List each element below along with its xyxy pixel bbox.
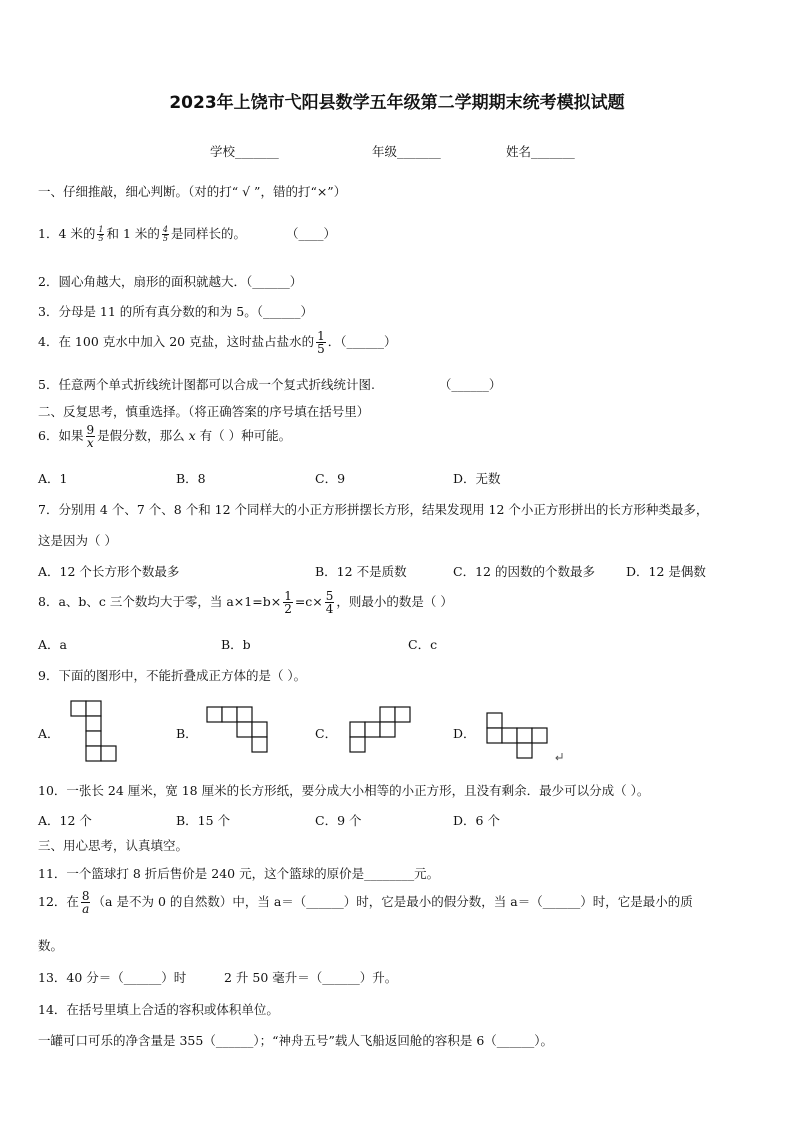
q8-option-a[interactable]: A．a (38, 637, 67, 652)
q8-text-a: 8．a、b、c 三个数均大于零，当 a×1=b× (38, 594, 282, 609)
q12-fraction: $\frac{8}{a}$ (81, 889, 90, 916)
q6-option-b[interactable]: B．8 (176, 471, 206, 486)
q6-option-a[interactable]: A．1 (38, 471, 68, 486)
page-title: 2023年上饶市弋阳县数学五年级第二学期期末统考模拟试题 (169, 93, 625, 113)
q7-option-b[interactable]: B．12 不是质数 (315, 564, 407, 579)
q12-text-b: （a 是不为 0 的自然数）中，当 a＝（______）时，它是最小的假分数，当 a＝（______）时，它是最小的质 (92, 894, 693, 909)
q8-fraction-2: $\frac{5}{4}$ (325, 589, 334, 616)
q6-option-c[interactable]: C．9 (315, 471, 346, 486)
q9-option-c[interactable]: C． (315, 726, 338, 741)
q6-text-b: 是假分数，那么 (97, 428, 185, 443)
question-3: 3．分母是 11 的所有真分数的和为 5。（______） (38, 304, 313, 319)
q9-option-d[interactable]: D． (453, 726, 476, 741)
q7-option-c[interactable]: C．12 的因数的个数最多 (453, 564, 595, 579)
question-13-part-b: 2 升 50 毫升＝（______）升。 (224, 970, 398, 985)
name-field[interactable]: 姓名_______ (506, 144, 575, 159)
question-13-part-a: 13．40 分＝（______）时 (38, 970, 187, 985)
section-heading: 三、用心思考，认真填空。 (38, 838, 189, 853)
q6-variable: x (188, 428, 196, 443)
grade-field[interactable]: 年级_______ (372, 144, 441, 159)
q8-fraction-1: $\frac{1}{2}$ (284, 589, 292, 616)
question-2: 2．圆心角越大，扇形的面积就越大．（______） (38, 274, 303, 289)
question-5 (38, 375, 501, 393)
q5-text: 5．任意两个单式折线统计图都可以合成一个复式折线统计图. (38, 377, 375, 392)
q4-text-a: 4．在 100 克水中加入 20 克盐，这时盐占盐水的 (38, 334, 315, 349)
question-14-line-2: 一罐可口可乐的净含量是 355（______）；“神舟五号”载人飞船返回舱的容积是 6（______）。 (38, 1033, 554, 1048)
q5-answer-blank[interactable]: （______） (438, 377, 502, 392)
q8-text-b: =c× (294, 594, 323, 609)
question-4 (38, 330, 397, 355)
question-1 (38, 224, 336, 243)
q6-text-a: 6．如果 (38, 428, 84, 443)
q1-fraction-2: $\frac{4}{5}$ (162, 225, 168, 243)
q1-text-c: 是同样长的。 (170, 226, 246, 241)
question-7-line-1: 7．分别用 4 个、7 个、8 个和 12 个同样大的小正方形拼摆长方形，结果发现用 12 个小正方形拼出的长方形种类最多， (38, 502, 709, 517)
q6-fraction: $\frac{9}{x}$ (86, 423, 95, 450)
q1-fraction-1: $\frac{1}{5}$ (98, 225, 104, 243)
question-8 (38, 590, 453, 615)
q1-text-a: 1．4 米的 (38, 226, 96, 241)
q12-text-a: 12．在 (38, 894, 79, 909)
question-11: 11．一个篮球打 8 折后售价是 240 元，这个篮球的原价是________元。 (38, 866, 440, 881)
q10-option-a[interactable]: A．12 个 (38, 813, 92, 828)
question-14: 14．在括号里填上合适的容积或体积单位。 (38, 1002, 279, 1017)
cube-net-d (486, 712, 550, 760)
q4-fraction: $\frac{1}{5}$ (317, 329, 325, 356)
q6-text-c: 有（ ）种可能。 (199, 428, 292, 443)
return-arrow-icon (554, 752, 564, 762)
q8-text-c: ，则最小的数是（ ） (336, 594, 453, 609)
q4-text-b: ．（______） (327, 334, 397, 349)
question-12 (38, 890, 693, 915)
q9-option-a[interactable]: A． (38, 726, 60, 741)
cube-net-a (70, 700, 120, 762)
q10-option-b[interactable]: B．15 个 (176, 813, 231, 828)
question-7-line-2: 这是因为（ ） (38, 533, 117, 548)
question-10: 10．一张长 24 厘米，宽 18 厘米的长方形纸，要分成大小相等的小正方形，且没有剩余．最少可以分成（ ）。 (38, 783, 650, 798)
cube-net-b (206, 706, 270, 754)
q6-option-d[interactable]: D．无数 (453, 471, 501, 486)
q7-option-d[interactable]: D．12 是偶数 (626, 564, 706, 579)
q9-option-b[interactable]: B． (176, 726, 198, 741)
question-6 (38, 424, 291, 449)
section-heading: 一、仔细推敲，细心判断。（对的打“ √ ”，错的打“×”） (38, 184, 347, 199)
q8-option-c[interactable]: C．c (408, 637, 438, 652)
q7-option-a[interactable]: A．12 个长方形个数最多 (38, 564, 180, 579)
q1-text-b: 和 1 米的 (106, 226, 160, 241)
q8-option-b[interactable]: B．b (221, 637, 251, 652)
school-field[interactable]: 学校_______ (210, 144, 279, 159)
question-12-line-2: 数。 (38, 938, 64, 953)
cube-net-c (349, 706, 413, 754)
section-heading: 二、反复思考，慎重选择。（将正确答案的序号填在括号里） (38, 404, 370, 419)
q10-option-c[interactable]: C．9 个 (315, 813, 362, 828)
q10-option-d[interactable]: D．6 个 (453, 813, 500, 828)
q1-answer-blank[interactable]: （____） (285, 226, 336, 241)
question-9: 9．下面的图形中，不能折叠成正方体的是（ ）。 (38, 668, 307, 683)
